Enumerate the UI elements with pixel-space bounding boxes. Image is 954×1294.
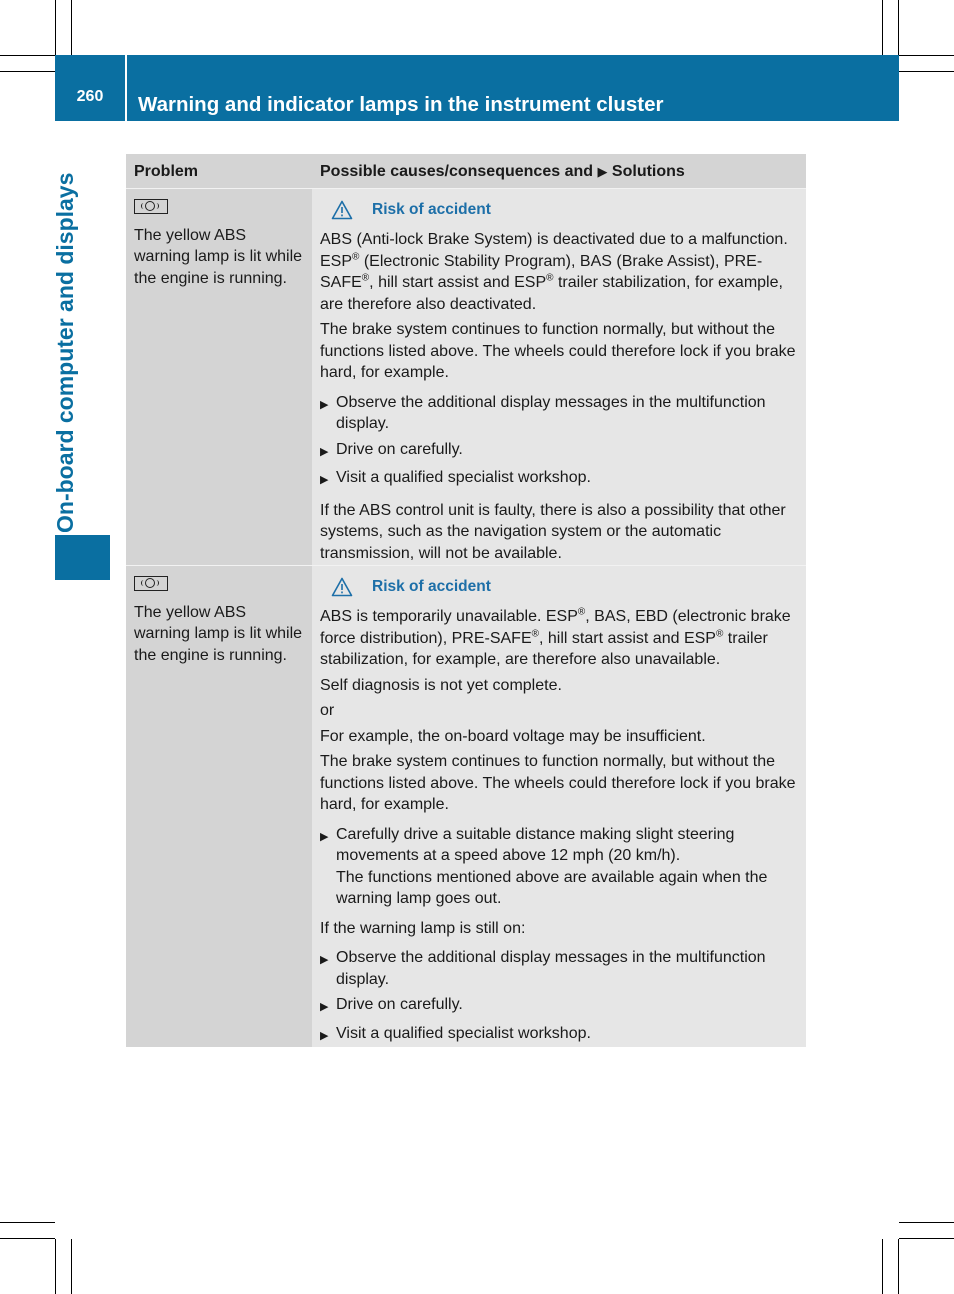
column-header-solutions-a: Possible causes/consequences and bbox=[320, 163, 594, 180]
text-span: , hill start assist and ESP bbox=[369, 274, 547, 291]
paragraph bbox=[320, 606, 798, 671]
bullet-item bbox=[320, 1023, 798, 1048]
crop-mark bbox=[882, 0, 883, 55]
bullet-arrow-icon: ▶ bbox=[320, 954, 329, 966]
problem-text: The yellow ABS warning lamp is lit while the engine is running. bbox=[134, 226, 303, 287]
risk-label: Risk of accident bbox=[372, 578, 491, 596]
crop-mark bbox=[899, 71, 954, 72]
registered-mark: ® bbox=[715, 628, 724, 640]
bullet-main: Carefully drive a suitable distance making slight steering movements at a speed above 12 mph (20 km/h). bbox=[336, 825, 735, 864]
column-header-solutions-b: Solutions bbox=[611, 163, 685, 180]
crop-mark bbox=[0, 1222, 55, 1223]
side-tab-marker bbox=[55, 535, 110, 580]
crop-mark bbox=[71, 0, 72, 55]
bullet-item bbox=[320, 467, 798, 492]
crop-mark bbox=[55, 0, 56, 55]
bullet-arrow-icon: ▶ bbox=[320, 445, 329, 458]
warning-triangle-icon bbox=[331, 577, 353, 597]
paragraph bbox=[320, 229, 798, 315]
bullet-arrow-icon: ▶ bbox=[320, 398, 329, 411]
warning-triangle-icon bbox=[331, 200, 353, 220]
crop-mark bbox=[55, 1239, 56, 1294]
crop-mark bbox=[899, 1238, 954, 1239]
registered-mark: ® bbox=[531, 628, 539, 640]
paragraph: Self diagnosis is not yet complete. bbox=[320, 676, 562, 694]
bullet-text: Drive on carefully. bbox=[336, 440, 463, 458]
bullet-text bbox=[336, 824, 798, 910]
bullet-arrow-icon: ▶ bbox=[320, 1029, 329, 1042]
bullet-item bbox=[320, 392, 798, 435]
page-number: 260 bbox=[76, 88, 104, 105]
warning-lamp-table bbox=[126, 154, 806, 1047]
problem-cell bbox=[126, 566, 312, 1047]
bullet-text: Observe the additional display messages in the multifunction display. bbox=[336, 949, 766, 988]
arrow-icon: ▶ bbox=[597, 164, 608, 179]
crop-mark bbox=[898, 0, 899, 55]
bullet-item bbox=[320, 947, 798, 990]
column-header-problem: Problem bbox=[134, 163, 199, 180]
text-span: trailer stabilization, for example, are therefore also deactivated. bbox=[320, 274, 783, 313]
text-span: ABS is temporarily unavailable. ESP bbox=[320, 608, 578, 625]
paragraph: The brake system continues to function normally, but without the functions listed above. The wheels could therefore lock if you brake hard, for example. bbox=[320, 321, 796, 381]
page-header bbox=[55, 55, 899, 121]
crop-mark bbox=[0, 71, 55, 72]
crop-mark bbox=[0, 55, 55, 56]
risk-warning bbox=[320, 576, 798, 598]
risk-warning bbox=[320, 199, 798, 221]
header-divider bbox=[125, 55, 127, 121]
paragraph: The brake system continues to function normally, but without the functions listed above. The wheels could therefore lock if you brake hard, for example. bbox=[320, 753, 796, 813]
text-span: ABS (Anti-lock Brake System) is deactivated due to a malfunction. ESP bbox=[320, 231, 788, 270]
bullet-text: Observe the additional display messages in the multifunction display. bbox=[336, 393, 766, 432]
crop-mark bbox=[71, 1239, 72, 1294]
abs-warning-lamp-icon bbox=[134, 576, 168, 591]
text-span: trailer stabilization, for example, are therefore also unavailable. bbox=[320, 629, 768, 668]
problem-cell bbox=[126, 189, 312, 565]
bullet-text: Visit a qualified specialist workshop. bbox=[336, 1024, 591, 1042]
registered-mark: ® bbox=[577, 606, 586, 618]
page-title: Warning and indicator lamps in the instrument cluster bbox=[138, 93, 664, 116]
bullet-text: Visit a qualified specialist workshop. bbox=[336, 469, 591, 486]
abs-warning-lamp-icon bbox=[134, 199, 168, 214]
solution-cell bbox=[312, 566, 806, 1047]
paragraph: If the warning lamp is still on: bbox=[320, 919, 526, 937]
risk-label: Risk of accident bbox=[372, 201, 491, 219]
table-header bbox=[126, 154, 806, 188]
paragraph: If the ABS control unit is faulty, there is also a possibility that other systems, such as the navigation system or the automatic transmission, will not be available. bbox=[320, 501, 786, 562]
bullet-item bbox=[320, 994, 798, 1019]
bullet-item bbox=[320, 824, 798, 910]
bullet-arrow-icon: ▶ bbox=[320, 830, 329, 843]
table-row bbox=[126, 188, 806, 565]
solution-cell bbox=[312, 189, 806, 565]
bullet-item bbox=[320, 439, 798, 464]
crop-mark bbox=[899, 55, 954, 56]
crop-mark bbox=[898, 1239, 899, 1294]
paragraph: For example, the on-board voltage may be insufficient. bbox=[320, 727, 706, 745]
text-span: , BAS, EBD (electronic brake force distribution), PRE-SAFE bbox=[320, 608, 791, 647]
side-tab-label: On-board computer and displays bbox=[52, 172, 78, 533]
bullet-text: Drive on carefully. bbox=[336, 996, 463, 1013]
bullet-arrow-icon: ▶ bbox=[320, 1001, 329, 1013]
bullet-arrow-icon: ▶ bbox=[320, 474, 329, 486]
column-header-solutions bbox=[312, 154, 806, 188]
bullet-note: The functions mentioned above are available again when the warning lamp goes out. bbox=[336, 868, 768, 907]
registered-mark: ® bbox=[361, 272, 370, 284]
paragraph: or bbox=[320, 702, 335, 719]
text-span: (Electronic Stability Program), BAS (Brake Assist), PRE-SAFE bbox=[320, 252, 763, 291]
text-span: , hill start assist and ESP bbox=[539, 629, 716, 647]
table-row bbox=[126, 565, 806, 1047]
crop-mark bbox=[899, 1222, 954, 1223]
registered-mark: ® bbox=[352, 251, 360, 263]
crop-mark bbox=[0, 1238, 55, 1239]
problem-text: The yellow ABS warning lamp is lit while the engine is running. bbox=[134, 603, 303, 664]
crop-mark bbox=[882, 1239, 883, 1294]
registered-mark: ® bbox=[546, 272, 554, 284]
